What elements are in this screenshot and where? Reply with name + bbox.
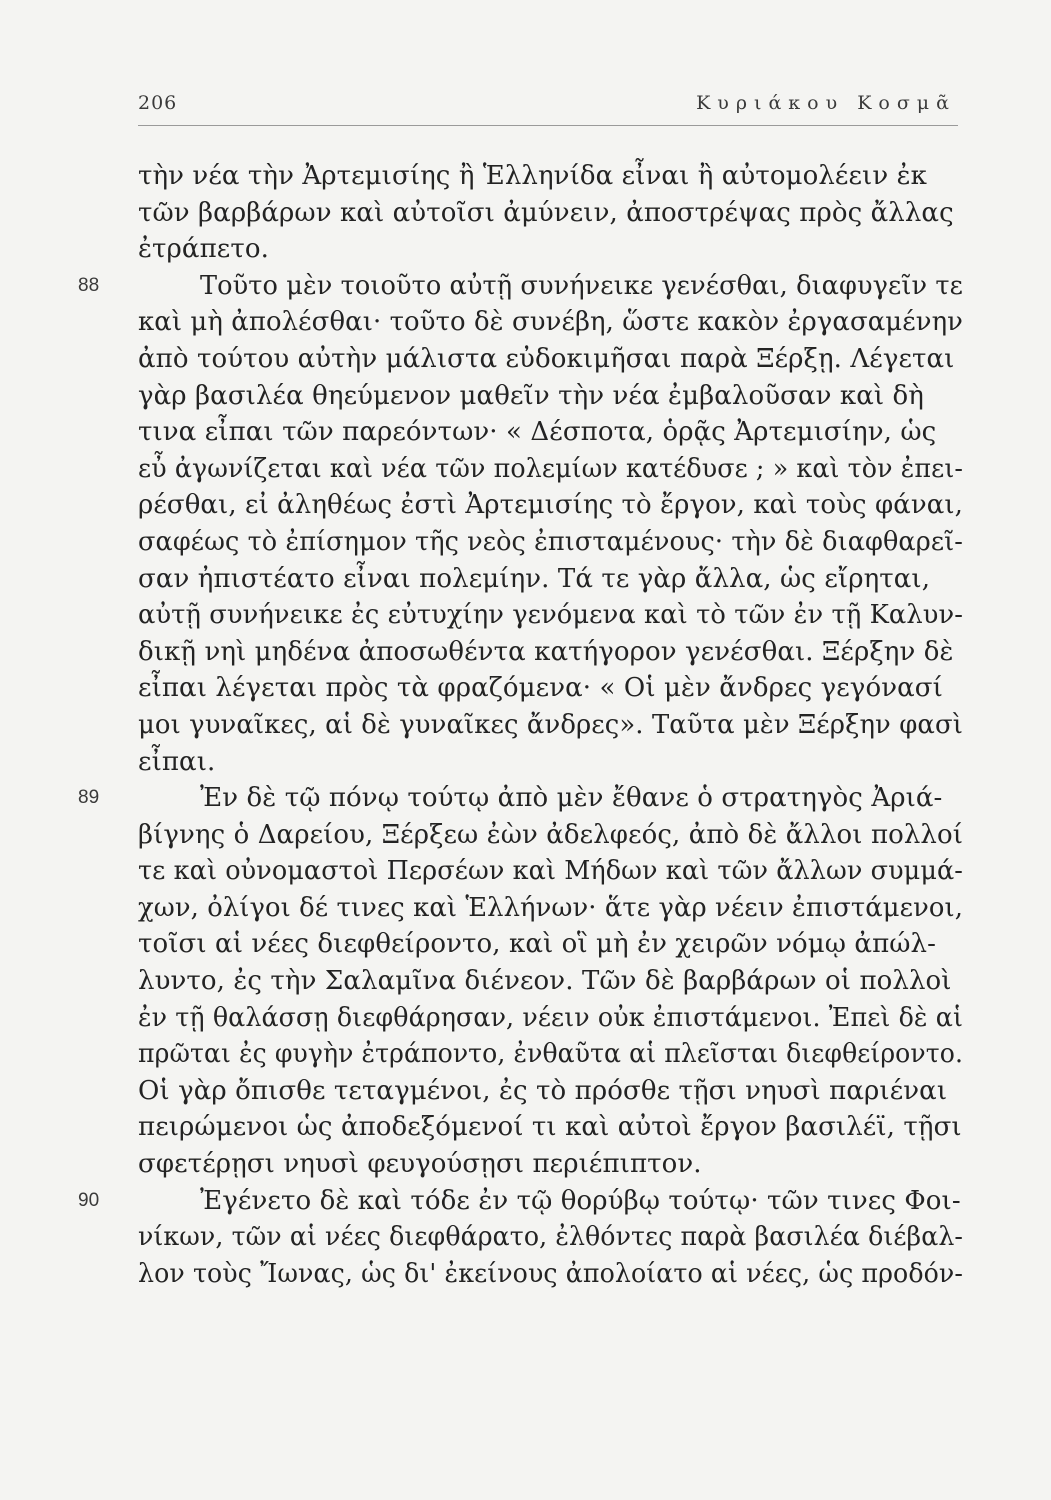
line-text: καὶ μὴ ἀπολέσθαι· τοῦτο δὲ συνέβη, ὥστε κακὸν ἐργασαμένην <box>138 307 964 338</box>
text-line <box>138 451 963 488</box>
line-text: αὐτῇ συνήνεικε ἐς εὐτυχίην γενόμενα καὶ τὸ τῶν ἐν τῇ Καλυν- <box>138 600 964 631</box>
line-text: Τοῦτο μὲν τοιοῦτο αὐτῇ συνήνεικε γενέσθαι, διαφυγεῖν τε <box>200 270 963 301</box>
line-text: τοῖσι αἱ νέες διεφθείροντο, καὶ οἳ μὴ ἐν χειρῶν νόμῳ ἀπώλ- <box>138 929 937 960</box>
text-line <box>138 634 963 671</box>
text-line <box>138 378 963 415</box>
text-line <box>138 1073 963 1110</box>
text-line <box>138 926 963 963</box>
line-text: πειρώμενοι ὡς ἀποδεξόμενοί τι καὶ αὐτοὶ ἔργον βασιλέϊ, τῇσι <box>138 1112 962 1143</box>
line-text: δικῇ νηὶ μηδένα ἀποσωθέντα κατήγορον γενέσθαι. Ξέρξην δὲ <box>138 636 954 667</box>
text-line <box>138 817 963 854</box>
text-line <box>138 487 963 524</box>
text-line <box>138 231 963 268</box>
text-line <box>138 1036 963 1073</box>
text-line <box>78 780 963 817</box>
text-line <box>138 1256 963 1293</box>
line-text: τε καὶ οὐνομαστοὶ Περσέων καὶ Μήδων καὶ τῶν ἄλλων συμμά- <box>138 856 963 887</box>
line-text: γὰρ βασιλέα θηεύμενον μαθεῖν τὴν νέα ἐμβαλοῦσαν καὶ δὴ <box>138 380 924 411</box>
text-line <box>78 268 963 305</box>
line-text: ρέσθαι, εἰ ἀληθέως ἐστὶ Ἀρτεμισίης τὸ ἔργον, καὶ τοὺς φάναι, <box>138 490 963 521</box>
line-text: Ἐγένετο δὲ καὶ τόδε ἐν τῷ θορύβῳ τούτῳ· τῶν τινες Φοι- <box>200 1185 961 1216</box>
text-line <box>138 853 963 890</box>
text-line <box>138 744 963 781</box>
body-text <box>78 158 964 1292</box>
line-text: σφετέρῃσι νηυσὶ φευγούσῃσι περιέπιπτον. <box>138 1149 702 1180</box>
line-text: τινα εἶπαι τῶν παρεόντων· « Δέσποτα, ὁρᾷς Ἀρτεμισίην, ὡς <box>138 417 937 448</box>
line-text: Οἱ γὰρ ὄπισθε τεταγμένοι, ἐς τὸ πρόσθε τῇσι νηυσὶ παριέναι <box>138 1075 948 1106</box>
line-text: βίγνης ὁ Δαρείου, Ξέρξεω ἐὼν ἀδελφεός, ἀπὸ δὲ ἄλλοι πολλοί <box>138 819 964 850</box>
text-line <box>138 1109 963 1146</box>
section-number: 90 <box>78 1189 100 1211</box>
text-line <box>138 524 963 561</box>
text-line <box>138 195 963 232</box>
text-line <box>138 670 963 707</box>
text-line <box>138 158 963 195</box>
text-line <box>138 304 963 341</box>
line-text: Ἐν δὲ τῷ πόνῳ τούτῳ ἀπὸ μὲν ἔθανε ὁ στρατηγὸς Ἀριά- <box>200 783 943 814</box>
line-text: λον τοὺς Ἴωνας, ὡς δι' ἐκείνους ἀπολοίατο αἱ νέες, ὡς προδόν- <box>138 1258 964 1289</box>
text-line <box>138 341 963 378</box>
line-text: ἀπὸ τούτου αὐτὴν μάλιστα εὐδοκιμῆσαι παρὰ Ξέρξῃ. Λέγεται <box>138 343 955 374</box>
section-number: 89 <box>78 787 100 809</box>
line-text: εἶπαι. <box>138 746 216 777</box>
line-text: λυντο, ἐς τὴν Σαλαμῖνα διένεον. Τῶν δὲ βαρβάρων οἱ πολλοὶ <box>138 966 952 997</box>
text-line <box>138 890 963 927</box>
text-line <box>138 597 963 634</box>
text-line <box>138 707 963 744</box>
line-text: νίκων, τῶν αἱ νέες διεφθάρατο, ἐλθόντες παρὰ βασιλέα διέβαλ- <box>138 1222 964 1253</box>
text-line <box>138 561 963 598</box>
line-text: σαφέως τὸ ἐπίσημον τῆς νεὸς ἐπισταμένους· τὴν δὲ διαφθαρεῖ- <box>138 526 963 557</box>
running-head: Κυριάκου Κοσμᾶ <box>696 92 956 114</box>
line-text: ἐν τῇ θαλάσσῃ διεφθάρησαν, νέειν οὐκ ἐπιστάμενοι. Ἐπεὶ δὲ αἱ <box>138 1002 963 1033</box>
text-line <box>138 414 963 451</box>
line-text: τὴν νέα τὴν Ἀρτεμισίης ἢ Ἑλληνίδα εἶναι ἢ αὐτομολέειν ἐκ <box>138 161 928 191</box>
text-line <box>138 1000 963 1037</box>
line-text: μοι γυναῖκες, αἱ δὲ γυναῖκες ἄνδρες». Ταῦτα μὲν Ξέρξην φασὶ <box>138 709 963 740</box>
text-line <box>138 1146 963 1183</box>
line-text: σαν ἠπιστέατο εἶναι πολεμίην. Τά τε γὰρ ἄλλα, ὡς εἴρηται, <box>138 563 931 594</box>
line-text: εὖ ἀγωνίζεται καὶ νέα τῶν πολεμίων κατέδυσε ; » καὶ τὸν ἐπει- <box>138 453 964 484</box>
section-number: 88 <box>78 274 100 296</box>
text-line <box>138 1219 963 1256</box>
line-text: πρῶται ἐς φυγὴν ἐτράποντο, ἐνθαῦτα αἱ πλεῖσται διεφθείροντο. <box>138 1039 964 1070</box>
header-rule <box>138 125 958 126</box>
text-line <box>138 963 963 1000</box>
line-text: τῶν βαρβάρων καὶ αὐτοῖσι ἀμύνειν, ἀποστρέψας πρὸς ἄλλας <box>138 197 954 228</box>
text-line <box>78 1183 963 1220</box>
line-text: χων, ὀλίγοι δέ τινες καὶ Ἑλλήνων· ἅτε γὰρ νέειν ἐπιστάμενοι, <box>138 892 964 923</box>
line-text: ἐτράπετο. <box>138 234 269 265</box>
page-number: 206 <box>138 92 178 114</box>
line-text: εἶπαι λέγεται πρὸς τὰ φραζόμενα· « Οἱ μὲν ἄνδρες γεγόνασί <box>138 673 943 704</box>
